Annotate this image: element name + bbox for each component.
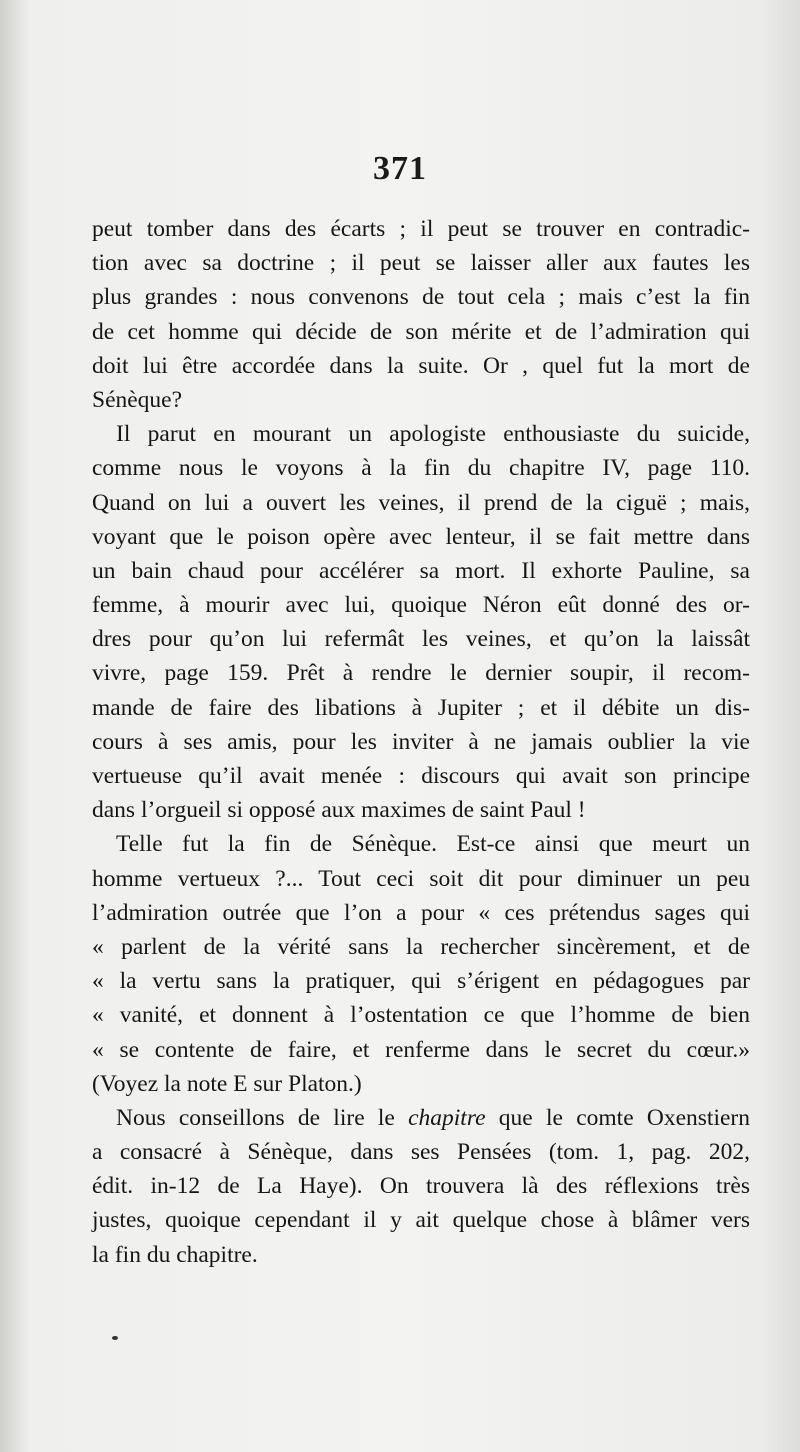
text-line: a consacré à Sénèque, dans ses Pensées (tom. 1, pag. 202, <box>92 1139 750 1166</box>
text-line: « la vertu sans la pratiquer, qui s’érigent en pédagogues par <box>92 968 750 995</box>
text-line <box>92 1101 750 1135</box>
text-line: tion avec sa doctrine ; il peut se laisser aller aux fautes les <box>92 250 750 277</box>
text-line: Sénèque? <box>92 386 183 413</box>
text-line: comme nous le voyons à la fin du chapitre IV, page 110. <box>92 455 750 482</box>
text-line: dans l’orgueil si opposé aux maximes de saint Paul ! <box>92 797 586 824</box>
text-line: Quand on lui a ouvert les veines, il prend de la ciguë ; mais, <box>92 489 750 516</box>
text-fragment: que le comte Oxenstiern <box>485 1104 750 1131</box>
text-line: de cet homme qui décide de son mérite et de l’admiration qui <box>92 318 750 345</box>
text-line: plus grandes : nous convenons de tout cela ; mais c’est la fin <box>92 284 750 311</box>
text-line: justes, quoique cependant il y ait quelque chose à blâmer vers <box>92 1207 750 1234</box>
body-text <box>92 212 750 1272</box>
text-line: doit lui être accordée dans la suite. Or , quel fut la mort de <box>92 352 750 379</box>
italic-word: chapitre <box>408 1104 486 1131</box>
text-line: « se contente de faire, et renferme dans le secret du cœur.» <box>92 1036 750 1063</box>
ink-speck <box>112 1336 118 1340</box>
text-line: édit. in-12 de La Haye). On trouvera là des réflexions très <box>92 1173 750 1200</box>
text-line: (Voyez la note E sur Platon.) <box>92 1070 362 1097</box>
text-line: la fin du chapitre. <box>92 1241 258 1268</box>
text-line: femme, à mourir avec lui, quoique Néron eût donné des or- <box>92 592 750 619</box>
text-line: vertueuse qu’il avait menée : discours qui avait son principe <box>92 763 750 789</box>
text-line: Il parut en mourant un apologiste enthousiaste du suicide, <box>116 421 750 448</box>
text-line: l’admiration outrée que l’on a pour « ces prétendus sages qui <box>92 899 750 926</box>
text-line: voyant que le poison opère avec lenteur, il se fait mettre dans <box>92 523 750 550</box>
text-line: vivre, page 159. Prêt à rendre le dernier soupir, il recom- <box>92 660 750 687</box>
text-line: homme vertueux ?... Tout ceci soit dit pour diminuer un peu <box>92 865 750 892</box>
text-fragment: Nous conseillons de lire le <box>116 1104 409 1131</box>
text-line: mande de faire des libations à Jupiter ; et il débite un dis- <box>92 694 750 721</box>
text-line: un bain chaud pour accélérer sa mort. Il exhorte Pauline, sa <box>92 557 750 584</box>
text-line: dres pour qu’on lui refermât les veines, et qu’on la laissât <box>92 626 750 653</box>
page-number: 371 <box>373 150 427 187</box>
text-line: « vanité, et donnent à l’ostentation ce que l’homme de bien <box>92 1002 750 1029</box>
text-line: cours à ses amis, pour les inviter à ne jamais oublier la vie <box>92 728 750 755</box>
text-line: Telle fut la fin de Sénèque. Est-ce ainsi que meurt un <box>116 831 750 858</box>
text-line: peut tomber dans des écarts ; il peut se trouver en contradic- <box>92 216 750 242</box>
text-line: « parlent de la vérité sans la rechercher sincèrement, et de <box>92 933 750 960</box>
